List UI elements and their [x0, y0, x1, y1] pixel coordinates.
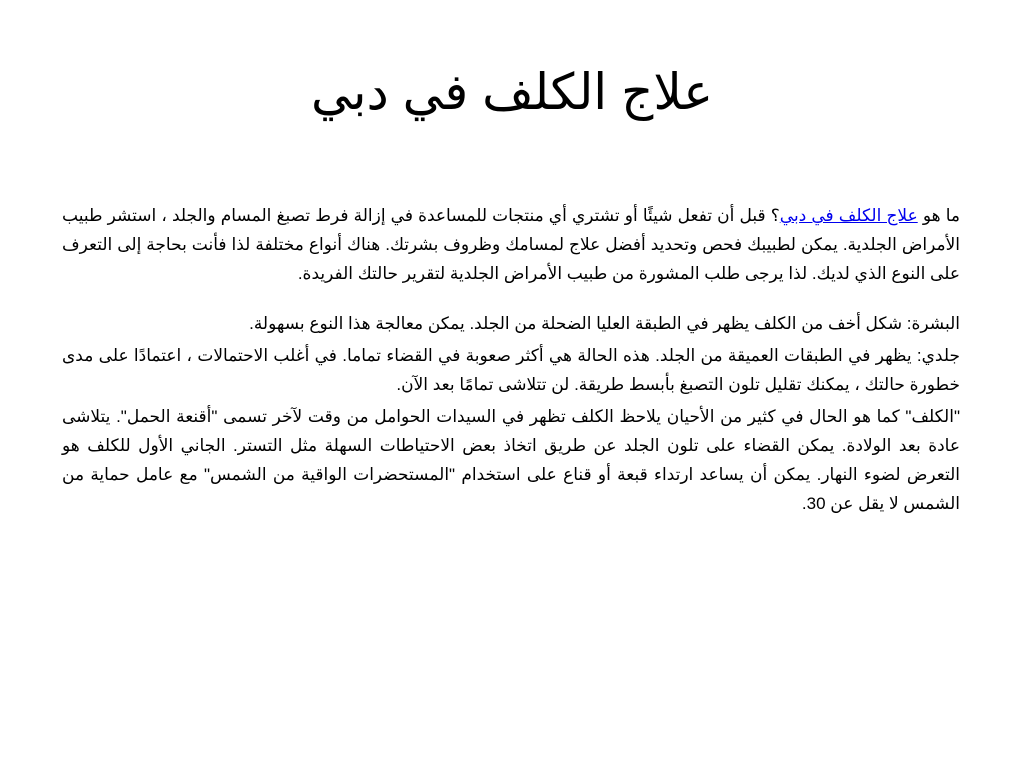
intro-paragraph — [62, 201, 960, 288]
pregnancy-mask-paragraph: "الكلف" كما هو الحال في كثير من الأحيان يلاحظ الكلف تظهر في السيدات الحوامل من وقت لآخر تسمى "أقنعة الحمل". يتلاشى عادة بعد الولادة. يمكن القضاء على تلون الجلد عن طريق اتخاذ بعض الاحتياطات السهلة مثل التستر. الجاني الأول للكلف هو التعرض لضوء النهار. يمكن أن يساعد ارتداء قبعة أو قناع على استخدام "المستحضرات الواقية من الشمس" مع عامل حماية من الشمس لا يقل عن 30. — [62, 407, 960, 513]
slide-title: علاج الكلف في دبي — [310, 64, 714, 120]
melasma-treatment-link[interactable]: علاج الكلف في دبي — [779, 206, 918, 225]
dermal-paragraph: جلدي: يظهر في الطبقات العميقة من الجلد. هذه الحالة هي أكثر صعوبة في القضاء تماما. في أغلب الاحتمالات ، اعتمادًا على مدى خطورة حالتك ، يمكنك تقليل تلون التصبغ بأبسط طريقة. لن تتلاشى تمامًا بعد الآن. — [62, 346, 960, 394]
epidermal-paragraph: البشرة: شكل أخف من الكلف يظهر في الطبقة العليا الضحلة من الجلد. يمكن معالجة هذا النوع بسهولة. — [249, 314, 960, 333]
intro-prefix: ما هو — [917, 206, 960, 225]
slide-content — [62, 201, 960, 521]
intro-text: ؟ قبل أن تفعل شيئًا أو تشتري أي منتجات للمساعدة في إزالة فرط تصبغ المسام والجلد ، استشر طبيب الأمراض الجلدية. يمكن لطبيبك فحص وتحديد أفضل علاج لمسامك وظروف بشرتك. هناك أنواع مختلفة لذا فأنت بحاجة إلى التعرف على النوع الذي لديك. لذا يرجى طلب المشورة من طبيب الأمراض الجلدية لتقرير حالتك الفريدة. — [62, 206, 960, 283]
